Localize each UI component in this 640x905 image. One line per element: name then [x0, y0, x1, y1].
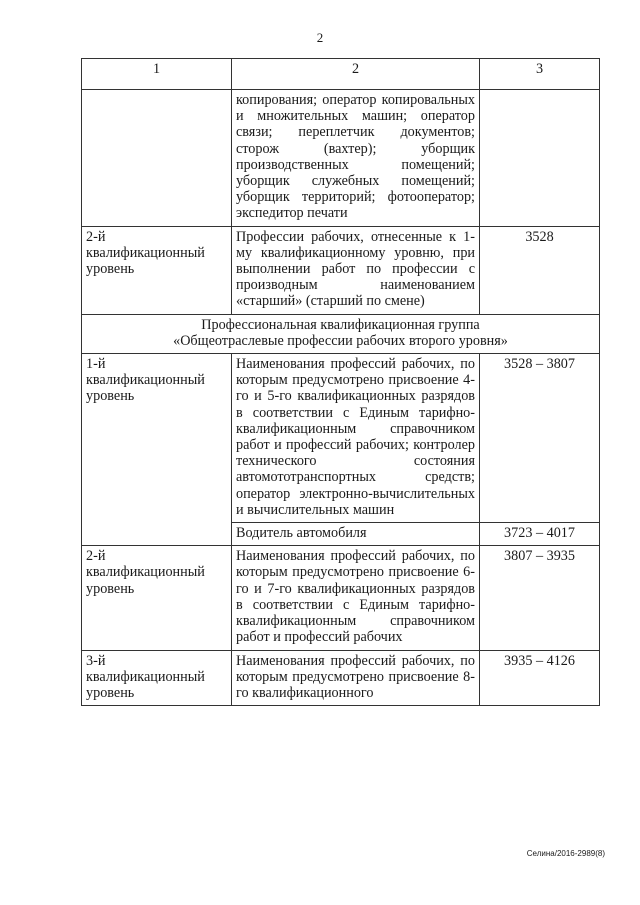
table-row — [82, 650, 600, 706]
salary-cell: 3528 — [480, 226, 600, 314]
table-header-row — [82, 59, 600, 90]
group-title-line1: Профессиональная квалификационная группа — [201, 316, 480, 333]
profession-cell: Наименования профессий рабочих, по которым предусмотрено присвоение 6-го и 7-го квалификационных разрядов в соответствии с Единым тарифно-квалификационным справочником работ и профессий рабочих — [232, 546, 480, 650]
table-row — [82, 226, 600, 314]
group-title-line2: «Общеотраслевые профессии рабочих второго уровня» — [173, 332, 508, 349]
profession-cell: Наименования профессий рабочих, по которым предусмотрено присвоение 4-го и 5-го квалификационных разрядов в соответствии с Единым тарифно-квалификационным справочником работ и профессий рабочих; контролер технического состояния автомототранспортных средств; оператор электронно-вычислительных и вычислительных машин — [232, 354, 480, 523]
level-cell — [82, 90, 232, 227]
level-cell: 2-й квалификационный уровень — [82, 546, 232, 650]
level-cell: 3-й квалификационный уровень — [82, 650, 232, 706]
group-title — [82, 314, 600, 353]
table-row — [82, 354, 600, 523]
table-row — [82, 90, 600, 227]
level-cell: 1-й квалификационный уровень — [82, 354, 232, 546]
salary-cell: 3935 – 4126 — [480, 650, 600, 706]
profession-cell: Наименования профессий рабочих, по которым предусмотрено присвоение 8-го квалификационного — [232, 650, 480, 706]
document-code: Селина/2016-2989(8) — [526, 849, 605, 858]
column-header-2: 2 — [232, 59, 480, 90]
level-cell: 2-й квалификационный уровень — [82, 226, 232, 314]
table-row — [82, 546, 600, 650]
profession-cell: Профессии рабочих, отнесенные к 1-му квалификационному уровню, при выполнении работ по профессии с производным наименованием «старший» (старший по смене) — [232, 226, 480, 314]
group-header-row — [82, 314, 600, 353]
page-number: 2 — [316, 30, 324, 45]
salary-cell: 3807 – 3935 — [480, 546, 600, 650]
column-header-3: 3 — [480, 59, 600, 90]
profession-cell: копирования; оператор копировальных и множительных машин; оператор связи; переплетчик документов; сторож (вахтер); уборщик производственных помещений; уборщик служебных помещений; уборщик территорий; фотооператор; экспедитор печати — [232, 90, 480, 227]
salary-cell — [480, 90, 600, 227]
salary-cell: 3528 – 3807 — [480, 354, 600, 523]
column-header-1: 1 — [82, 59, 232, 90]
qualification-table — [81, 58, 600, 706]
salary-cell: 3723 – 4017 — [480, 523, 600, 546]
profession-cell: Водитель автомобиля — [232, 523, 480, 546]
